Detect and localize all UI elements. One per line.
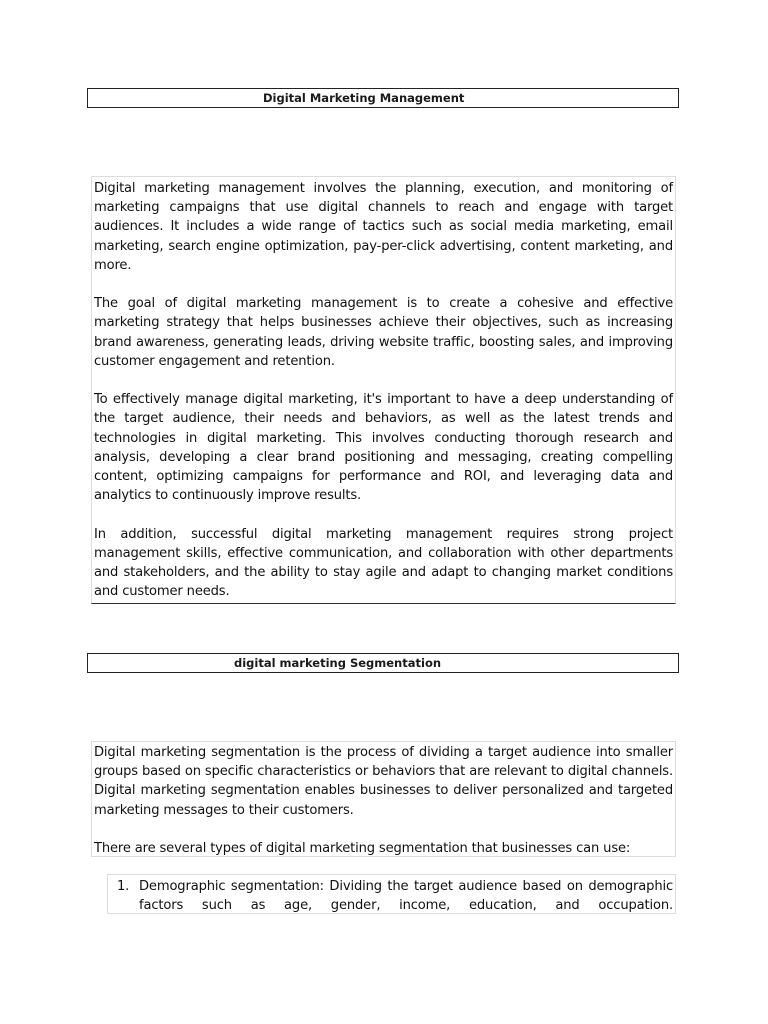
paragraph: There are several types of digital marketing segmentation that businesses can use: xyxy=(94,841,631,856)
list-item-text: Demographic segmentation: Dividing the target audience based on demographic factors such as age, gender, income, education, and occupation. xyxy=(139,879,673,914)
section-heading-digital-marketing-management xyxy=(87,88,679,108)
section-heading-digital-marketing-segmentation xyxy=(87,653,679,673)
paragraph: Digital marketing segmentation is the process of dividing a target audience into smaller groups based on specific characteristics or behaviors that are relevant to digital channels. Digital marketing segmentation enables businesses to deliver personalized and targeted marketing messages to their customers. xyxy=(94,745,673,818)
text-block-digital-marketing-segmentation xyxy=(91,741,676,857)
text-block-digital-marketing-management xyxy=(91,176,676,604)
section-heading-text: digital marketing Segmentation xyxy=(234,656,442,670)
paragraph: To effectively manage digital marketing, it's important to have a deep understanding of the target audience, their needs and behaviors, as well as the latest trends and technologies in digital marketing. This involves conducting thorough research and analysis, developing a clear brand positioning and messaging, creating compelling content, optimizing campaigns for performance and ROI, and leveraging data and analytics to continuously improve results. xyxy=(94,392,673,504)
paragraph: In addition, successful digital marketing management requires strong project management skills, effective communication, and collaboration with other departments and stakeholders, and the ability to stay agile and adapt to changing market conditions and customer needs. xyxy=(94,526,673,600)
numbered-list-item xyxy=(107,874,676,914)
paragraph: Digital marketing management involves the planning, execution, and monitoring of marketing campaigns that use digital channels to reach and engage with target audiences. It includes a wide range of tactics such as social media marketing, email marketing, search engine optimization, pay-per-click advertising, content marketing, and more. xyxy=(94,181,673,273)
paragraph: The goal of digital marketing management is to create a cohesive and effective marketing strategy that helps businesses achieve their objectives, such as increasing brand awareness, generating leads, driving website traffic, boosting sales, and improving customer engagement and retention. xyxy=(94,296,673,369)
section-heading-text: Digital Marketing Management xyxy=(263,91,465,105)
list-item-number: 1. xyxy=(117,879,130,894)
